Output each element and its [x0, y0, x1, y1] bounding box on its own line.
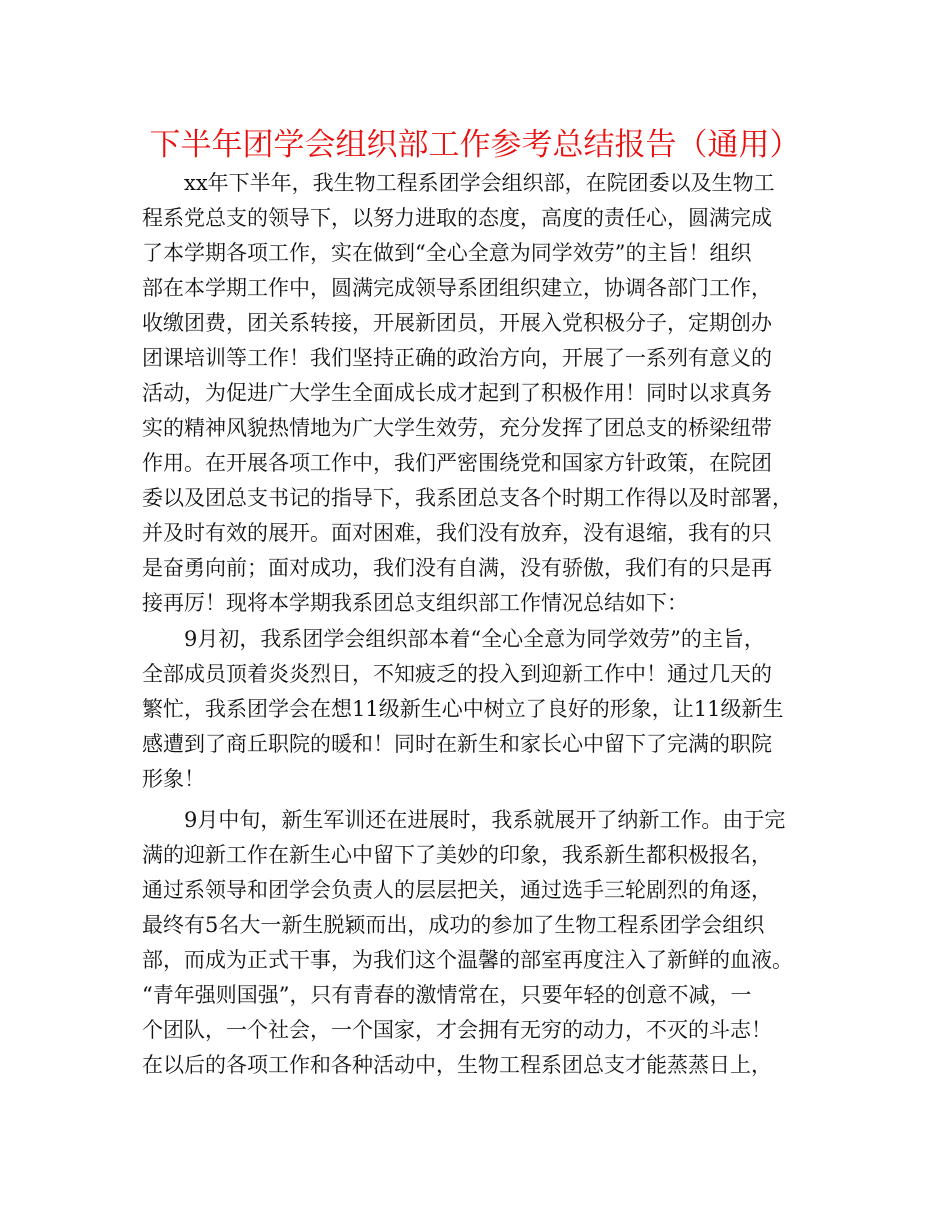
- paragraph-line: 个团队，一个社会，一个国家，才会拥有无穷的动力，不灭的斗志！: [142, 1018, 772, 1042]
- paragraph-line: 最终有5名大一新生脱颖而出，成功的参加了生物工程系团学会组织: [142, 913, 765, 937]
- paragraph-line: 实的精神风貌热情地为广大学生效劳，充分发挥了团总支的桥梁纽带: [142, 416, 772, 440]
- paragraph-line: 活动，为促进广大学生全面成长成才起到了积极作用！同时以求真务: [142, 381, 772, 405]
- paragraph-line: 了本学期各项工作，实在做到“全心全意为同学效劳”的主旨！组织: [142, 241, 752, 265]
- paragraph-line: 9月中旬，新生军训还在进展时，我系就展开了纳新工作。由于完: [184, 808, 786, 832]
- paragraph-line: 是奋勇向前；面对成功，我们没有自满，没有骄傲，我们有的只是再: [142, 556, 772, 580]
- paragraph-line: 团课培训等工作！我们坚持正确的政治方向，开展了一系列有意义的: [142, 346, 772, 370]
- paragraph-line: 通过系领导和团学会负责人的层层把关，通过选手三轮剧烈的角逐，: [142, 878, 772, 902]
- paragraph-line: 9月初，我系团学会组织部本着“全心全意为同学效劳”的主旨，: [184, 627, 765, 651]
- paragraph-line: “青年强则国强”，只有青春的激情常在，只要年轻的创意不减，一: [142, 983, 752, 1007]
- paragraph-line: 程系党总支的领导下，以努力进取的态度，高度的责任心，圆满完成: [142, 206, 772, 230]
- paragraph-line: 感遭到了商丘职院的暖和！同时在新生和家长心中留下了完满的职院: [142, 732, 772, 756]
- paragraph-line: 收缴团费，团关系转接，开展新团员，开展入党积极分子，定期创办: [142, 311, 772, 335]
- paragraph-line: xx年下半年，我生物工程系团学会组织部，在院团委以及生物工: [184, 171, 775, 195]
- paragraph-line: 部在本学期工作中，圆满完成领导系团组织建立，协调各部门工作，: [142, 276, 772, 300]
- paragraph-line: 形象！: [142, 767, 205, 791]
- paragraph-line: 繁忙，我系团学会在想11级新生心中树立了良好的形象，让11级新生: [142, 697, 784, 721]
- paragraph-line: 满的迎新工作在新生心中留下了美妙的印象，我系新生都积极报名，: [142, 843, 772, 867]
- paragraph-line: 全部成员顶着炎炎烈日，不知疲乏的投入到迎新工作中！通过几天的: [142, 662, 772, 686]
- document-title: 下半年团学会组织部工作参考总结报告（通用）: [149, 127, 801, 163]
- paragraph-line: 委以及团总支书记的指导下，我系团总支各个时期工作得以及时部署，: [142, 486, 793, 510]
- paragraph-line: 作用。在开展各项工作中，我们严密围绕党和国家方针政策，在院团: [142, 451, 772, 475]
- paragraph-line: 在以后的各项工作和各种活动中，生物工程系团总支才能蒸蒸日上，: [142, 1053, 772, 1077]
- paragraph-line: 部，而成为正式干事，为我们这个温馨的部室再度注入了新鲜的血液。: [142, 948, 793, 972]
- paragraph-line: 接再厉！现将本学期我系团总支组织部工作情况总结如下：: [142, 591, 688, 615]
- paragraph-line: 并及时有效的展开。面对困难，我们没有放弃，没有退缩，我有的只: [142, 521, 772, 545]
